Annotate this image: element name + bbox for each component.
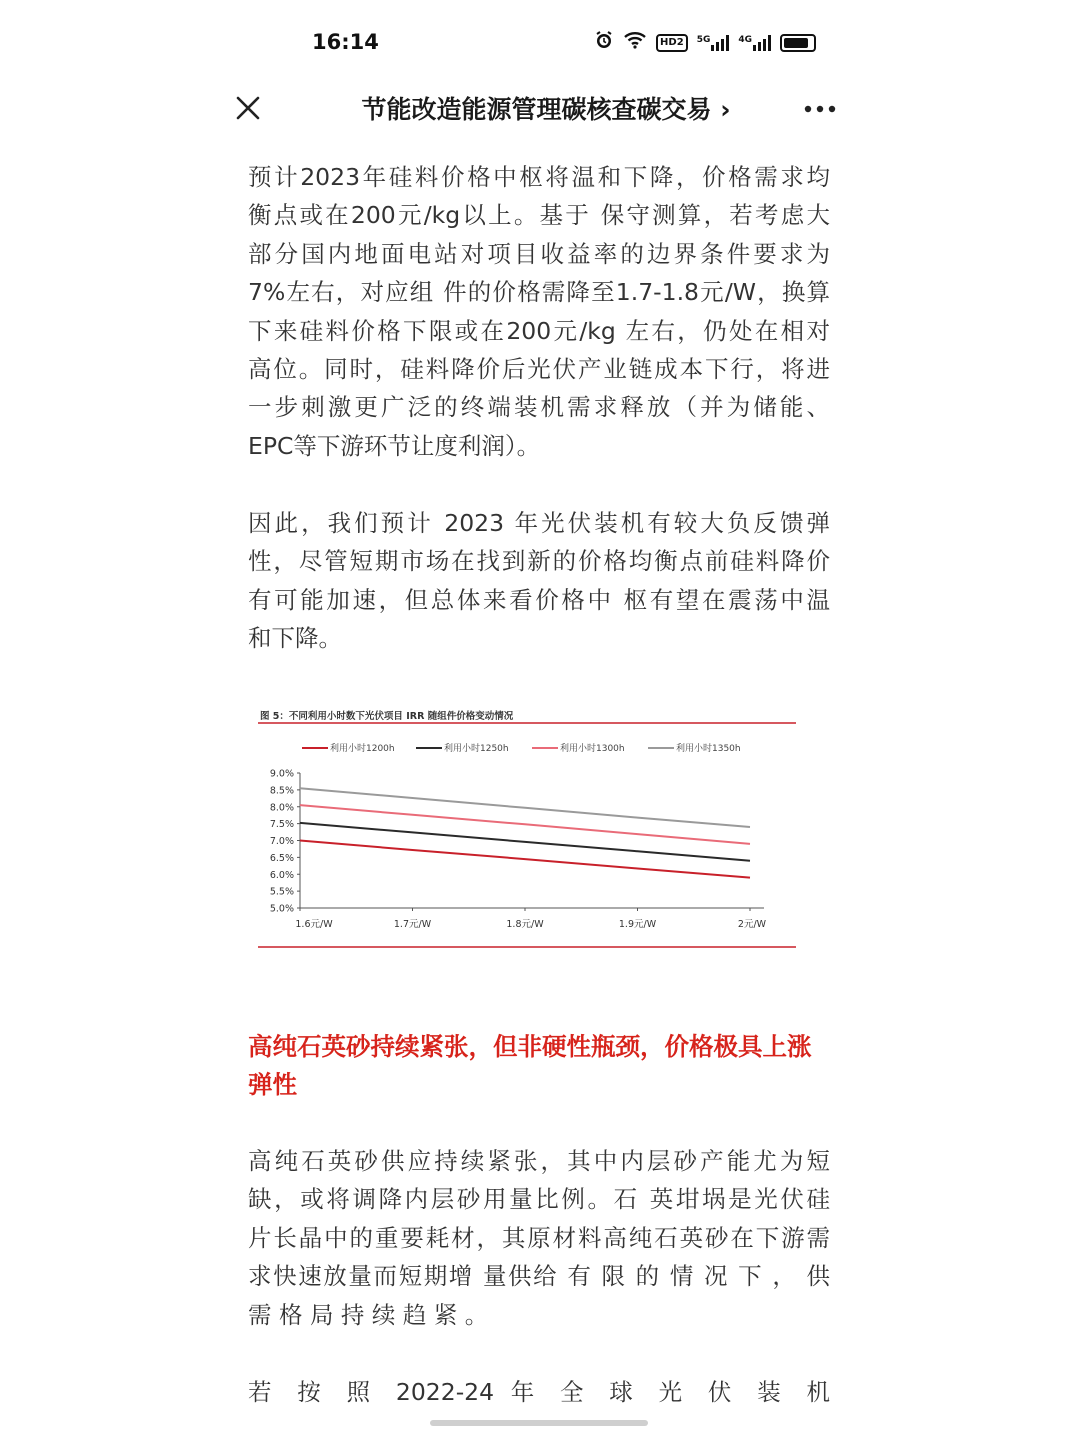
paragraph-line: 有可能加速，但总体来看价格中 枢有望在震荡中温 [248,585,830,614]
signal-4g-icon [738,35,771,51]
irr-chart-svg [254,700,804,950]
wifi-icon [623,31,647,54]
y-tick-label: 7.0% [269,836,294,847]
paragraph-line: 性，尽管短期市场在找到新的价格均衡点前硅料降价 [248,547,830,576]
battery-icon [780,34,816,52]
close-icon[interactable] [230,90,266,126]
series-line [300,823,750,861]
legend-label: 利用小时1250h [444,744,509,754]
paragraph-line: 7%左右，对应组 件的价格需降至1.7-1.8元/W，换算 [248,278,830,307]
series-line [300,788,750,827]
legend-label: 利用小时1200h [330,744,395,754]
x-tick-label: 1.8元/W [506,919,544,930]
paragraph-line: 部分国内地面电站对项目收益率的边界条件要求为 [248,239,830,268]
status-time: 16:14 [312,30,379,54]
phone-screen [216,0,864,1439]
y-tick-label: 6.5% [269,852,294,864]
paragraph-line: 高纯石英砂供应持续紧张，其中内层砂产能尤为短 [248,1147,830,1175]
paragraph-line: 缺，或将调降内层砂用量比例。石 英坩埚是光伏硅 [248,1185,830,1214]
paragraph-line: 片长晶中的重要耗材，其原材料高纯石英砂在下游需 [248,1223,830,1252]
paragraph-line: 衡点或在200元/kg以上。基于 保守测算，若考虑大 [248,201,830,230]
hd-voice-badge: HD2 [656,34,688,52]
paragraph-line: 一步刺激更广泛的终端装机需求释放（并为储能、 [248,393,830,422]
paragraph-line: 因此，我们预计 2023 年光伏装机有较大负反馈弹 [248,509,830,537]
alarm-icon [594,30,614,55]
paragraph-line: 若 按 照 2022-24 年 全 球 光 伏 装 机 [248,1378,830,1406]
paragraph-line: 下来硅料价格下限或在200元/kg 左右，仍处在相对 [248,316,830,345]
y-tick-label: 7.5% [269,819,294,831]
more-options-icon[interactable] [800,90,840,126]
paragraph-line: 高位。同时，硅料降价后光伏产业链成本下行，将进 [248,355,830,384]
y-tick-label: 8.0% [269,802,294,814]
irr-chart [254,700,804,950]
heading-line: 弹性 [248,1070,297,1099]
article-paragraph-4 [248,1373,830,1411]
article-paragraph-1 [248,158,830,465]
paragraph-line: EPC等下游环节让度利润）。 [248,431,541,460]
article-paragraph-2 [248,504,830,658]
legend-label: 利用小时1350h [676,744,741,754]
status-bar [216,0,864,86]
home-indicator[interactable] [430,1420,648,1426]
paragraph-line: 和下降。 [248,624,342,653]
x-tick-label: 2元/W [737,919,767,930]
section-heading [248,1028,830,1104]
y-tick-label: 5.5% [269,886,294,898]
article-paragraph-3 [248,1142,830,1334]
signal-5g-icon [697,35,730,51]
y-tick-label: 9.0% [269,768,294,780]
status-icons [594,30,816,55]
legend-label: 利用小时1300h [560,744,625,754]
x-tick-label: 1.9元/W [618,919,657,930]
y-tick-label: 5.0% [269,903,294,915]
series-line [300,841,750,878]
y-tick-label: 6.0% [269,869,294,881]
heading-line: 高纯石英砂持续紧张，但非硬性瓶颈，价格极具上涨 [248,1032,812,1061]
paragraph-line: 求快速放量而短期增 量供给 有 限 的 情 况 下 ， 供 [248,1262,830,1291]
series-line [300,805,750,844]
page-title[interactable]: 节能改造能源管理碳核查碳交易 › [361,95,731,124]
nav-bar [216,86,864,130]
signal-5g-label: 5G [696,34,711,45]
y-tick-label: 8.5% [269,785,294,797]
chart-title: 图 5：不同利用小时数下光伏项目 IRR 随组件价格变动情况 [260,711,514,722]
x-tick-label: 1.6元/W [295,919,333,930]
paragraph-line: 需 格 局 持 续 趋 紧 。 [248,1300,489,1329]
x-tick-label: 1.7元/W [393,919,432,930]
paragraph-line: 预计2023年硅料价格中枢将温和下降，价格需求均 [248,163,830,191]
signal-4g-label: 4G [738,34,752,45]
